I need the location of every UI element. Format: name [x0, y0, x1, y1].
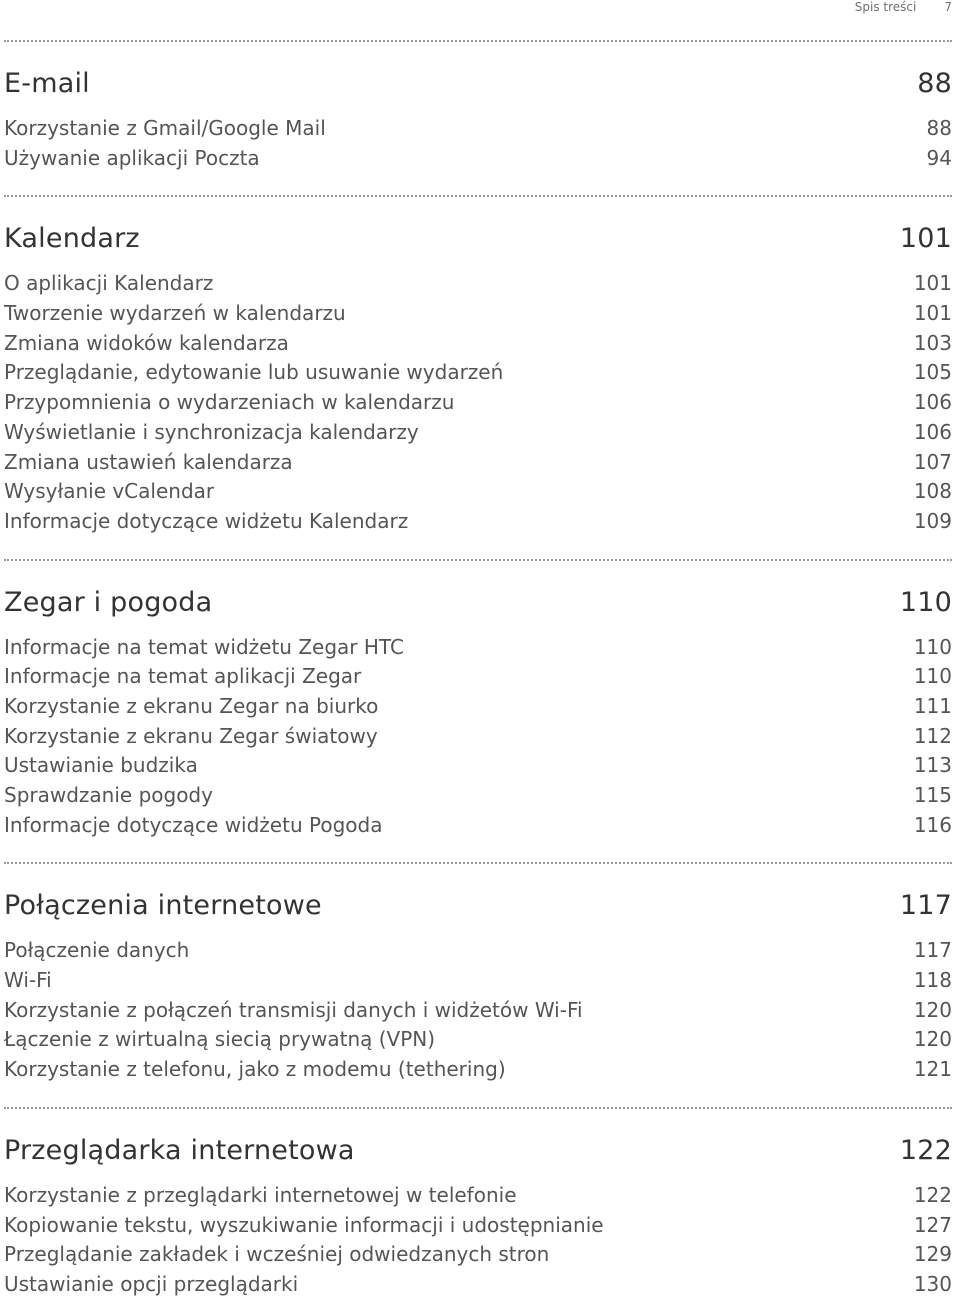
toc-entry[interactable]	[4, 1240, 952, 1270]
toc-entry[interactable]	[4, 477, 952, 507]
entry-page-number: 105	[913, 360, 952, 385]
toc-entry[interactable]	[4, 936, 952, 966]
entry-label: Sprawdzanie pogody	[4, 783, 213, 807]
entry-page-number: 130	[913, 1271, 952, 1296]
entry-page-number: 101	[913, 271, 952, 296]
section-title: E-mail	[4, 68, 90, 99]
toc-entry[interactable]	[4, 781, 952, 811]
section-page-number: 122	[899, 1134, 952, 1166]
entry-page-number: 129	[913, 1242, 952, 1267]
entry-page-number: 113	[913, 753, 952, 778]
entry-label: Informacje na temat aplikacji Zegar	[4, 664, 362, 689]
entry-label: Tworzenie wydarzeń w kalendarzu	[4, 301, 346, 326]
toc-entry[interactable]	[4, 448, 952, 478]
entry-page-number: 88	[926, 116, 952, 140]
toc-section-kalendarz	[4, 195, 952, 536]
entry-label: Zmiana widoków kalendarza	[4, 330, 289, 355]
toc-entry[interactable]	[4, 662, 952, 692]
toc-entry[interactable]	[4, 996, 952, 1026]
entry-label: Połączenie danych	[4, 938, 190, 963]
entry-page-number: 110	[913, 634, 952, 659]
toc-entry[interactable]	[4, 269, 952, 299]
toc-entry[interactable]	[4, 144, 952, 174]
toc-entry[interactable]	[4, 114, 952, 144]
entry-page-number: 103	[913, 330, 952, 355]
entry-label: Wyświetlanie i synchronizacja kalendarzy	[4, 419, 419, 444]
toc-entry[interactable]	[4, 1025, 952, 1055]
section-page-number: 117	[899, 890, 952, 922]
toc-entry[interactable]	[4, 633, 952, 663]
entry-label: Wysyłanie vCalendar	[4, 479, 215, 504]
entry-label: Przeglądanie, edytowanie lub usuwanie wydarzeń	[4, 360, 504, 385]
toc-entry[interactable]	[4, 751, 952, 781]
toc-section-przegladarka-internetowa	[4, 1107, 952, 1300]
toc-entry[interactable]	[4, 388, 952, 418]
toc-entry[interactable]	[4, 1055, 952, 1085]
entry-label: Informacje dotyczące widżetu Kalendarz	[4, 508, 409, 533]
entry-label: Ustawianie budzika	[4, 753, 198, 778]
header-section-label: Spis treści	[854, 0, 917, 14]
section-page-number: 110	[899, 586, 952, 618]
entry-label: Używanie aplikacji Poczta	[4, 145, 260, 170]
section-entries	[4, 936, 952, 1084]
section-heading[interactable]	[4, 1129, 952, 1173]
toc-section-polaczenia-internetowe	[4, 862, 952, 1084]
entry-page-number: 116	[913, 812, 952, 837]
toc-entry[interactable]	[4, 966, 952, 996]
entry-label: Korzystanie z ekranu Zegar na biurko	[4, 693, 379, 718]
entry-page-number: 106	[913, 390, 952, 415]
toc-entry[interactable]	[4, 811, 952, 841]
toc-entry[interactable]	[4, 692, 952, 722]
entry-page-number: 106	[913, 419, 952, 444]
entry-label: Przypomnienia o wydarzeniach w kalendarzu	[4, 390, 455, 415]
entry-page-number: 112	[913, 723, 952, 748]
entry-label: Informacje dotyczące widżetu Pogoda	[4, 812, 383, 837]
toc-entry[interactable]	[4, 1211, 952, 1241]
toc-entry[interactable]	[4, 507, 952, 537]
section-heading[interactable]	[4, 581, 952, 625]
entry-label: Korzystanie z ekranu Zegar światowy	[4, 723, 378, 748]
entry-label: Informacje na temat widżetu Zegar HTC	[4, 634, 404, 659]
entry-label: Wi-Fi	[4, 968, 52, 993]
entry-label: Kopiowanie tekstu, wyszukiwanie informacji i udostępnianie	[4, 1212, 604, 1237]
entry-page-number: 109	[913, 508, 952, 533]
entry-page-number: 118	[913, 968, 952, 993]
entry-page-number: 94	[926, 145, 952, 170]
toc-entry[interactable]	[4, 329, 952, 359]
entry-label: O aplikacji Kalendarz	[4, 271, 214, 296]
entry-page-number: 110	[913, 664, 952, 689]
entry-page-number: 120	[913, 1027, 952, 1052]
section-title: Połączenia internetowe	[4, 890, 322, 922]
toc-entry[interactable]	[4, 1181, 952, 1211]
entry-page-number: 115	[913, 783, 952, 807]
entry-page-number: 120	[913, 997, 952, 1022]
toc-section-email	[4, 40, 952, 173]
entry-label: Korzystanie z Gmail/Google Mail	[4, 116, 326, 140]
entry-label: Korzystanie z telefonu, jako z modemu (tethering)	[4, 1057, 506, 1082]
entry-label: Łączenie z wirtualną siecią prywatną (VPN)	[4, 1027, 436, 1052]
toc-entry[interactable]	[4, 722, 952, 752]
entry-page-number: 127	[913, 1212, 952, 1237]
section-entries	[4, 269, 952, 536]
toc-entry[interactable]	[4, 418, 952, 448]
toc-entry[interactable]	[4, 358, 952, 388]
section-heading[interactable]	[4, 62, 952, 106]
entry-page-number: 101	[913, 301, 952, 326]
entry-page-number: 111	[913, 693, 952, 718]
entry-label: Korzystanie z przeglądarki internetowej w telefonie	[4, 1182, 517, 1207]
toc-entry[interactable]	[4, 299, 952, 329]
entry-label: Ustawianie opcji przeglądarki	[4, 1271, 299, 1296]
section-page-number: 88	[917, 68, 952, 99]
section-title: Kalendarz	[4, 223, 140, 255]
entry-page-number: 117	[913, 938, 952, 963]
section-page-number: 101	[899, 223, 952, 255]
entry-page-number: 122	[913, 1182, 952, 1207]
table-of-contents	[4, 40, 952, 1300]
entry-page-number: 121	[913, 1057, 952, 1082]
header-page-number: 7	[944, 0, 952, 14]
section-title: Zegar i pogoda	[4, 586, 213, 618]
page-header	[855, 0, 952, 16]
entry-page-number: 107	[913, 449, 952, 474]
toc-section-zegar-i-pogoda	[4, 559, 952, 841]
entry-label: Zmiana ustawień kalendarza	[4, 449, 293, 474]
section-title: Przeglądarka internetowa	[4, 1134, 355, 1166]
entry-label: Korzystanie z połączeń transmisji danych i widżetów Wi-Fi	[4, 997, 583, 1022]
entry-label: Przeglądanie zakładek i wcześniej odwiedzanych stron	[4, 1242, 550, 1267]
section-heading[interactable]	[4, 884, 952, 928]
section-entries	[4, 633, 952, 841]
entry-page-number: 108	[913, 479, 952, 504]
section-entries	[4, 114, 952, 173]
section-heading[interactable]	[4, 217, 952, 261]
section-entries	[4, 1181, 952, 1300]
toc-entry[interactable]	[4, 1270, 952, 1300]
